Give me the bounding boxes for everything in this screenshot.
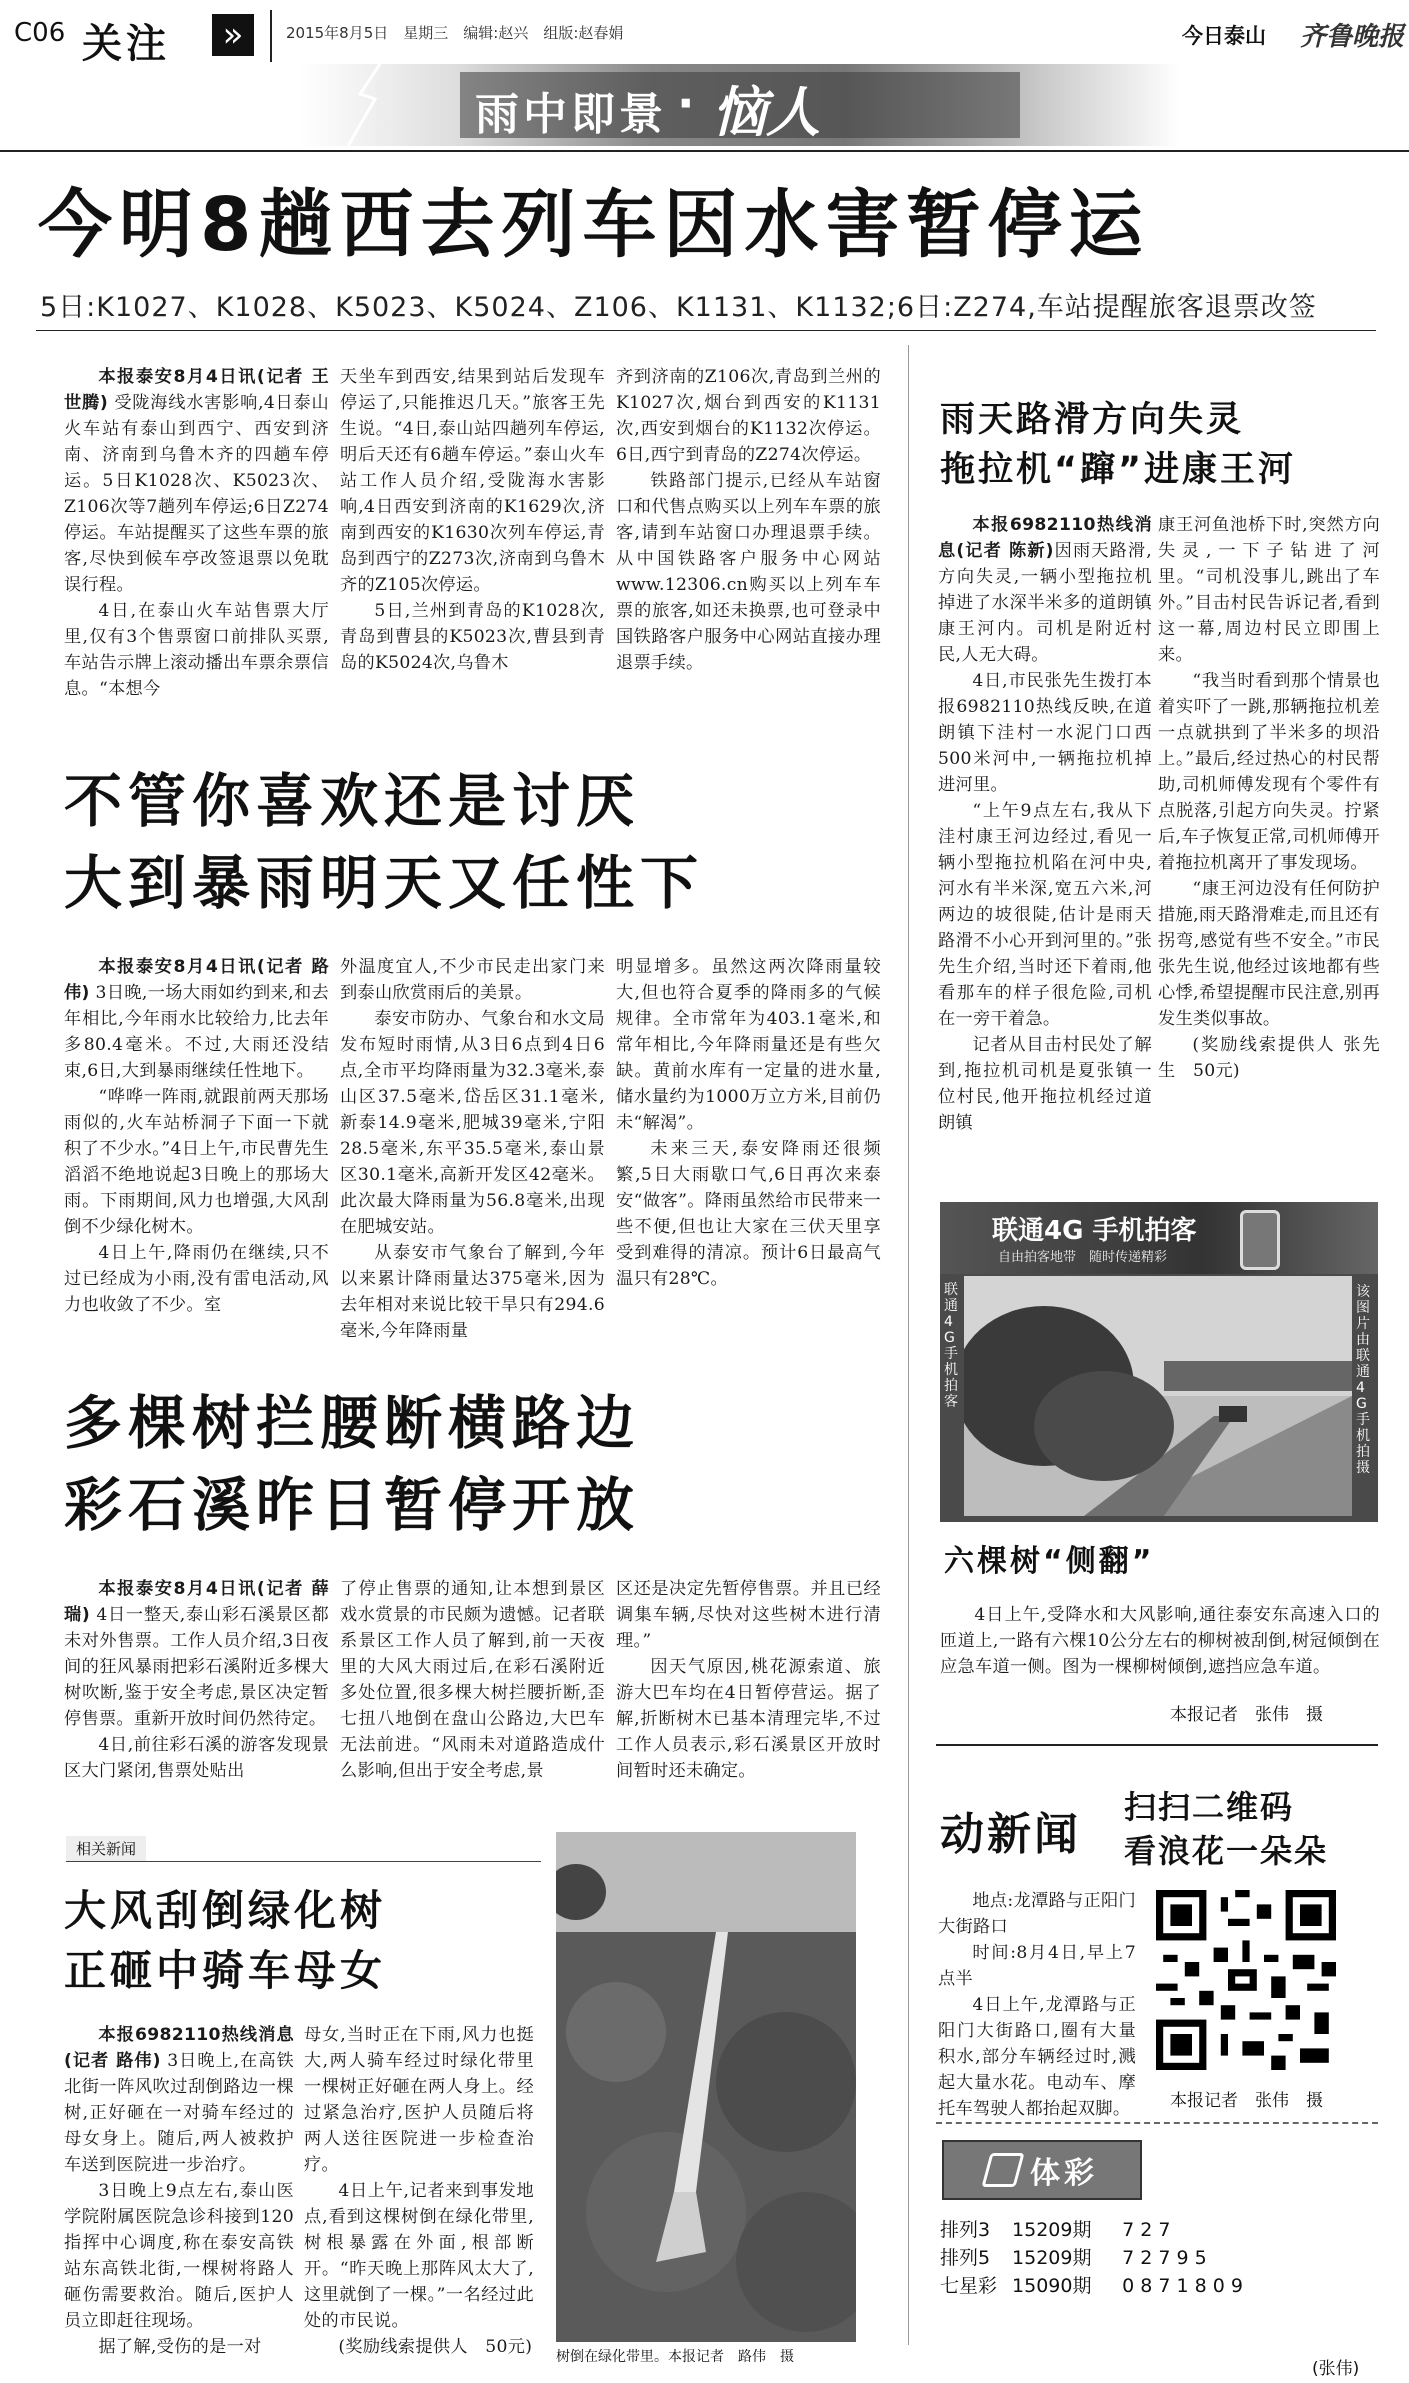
text: 受陇海线水害影响,4日泰山火车站有泰山到西宁、西安到济南、济南到乌鲁木齐的四趟车停运。5日K1028次、K5023次、Z106次等7趟列车停运;6日Z274停运。车站提醒买了这些车票的旅客,尽快到候车亭改签退票以免耽误行程。 — [64, 393, 329, 595]
lottery-row — [940, 2216, 1380, 2244]
green-headline-2: 正砸中骑车母女 — [64, 1946, 387, 1995]
green-lead — [64, 2022, 294, 2178]
lottery-numbers: 7 2 7 9 5 — [1122, 2247, 1207, 2269]
unicom-side-left: 联通4G手机拍客 — [944, 1282, 958, 1410]
qr-slogan-1: 扫扫二维码 — [1124, 1788, 1295, 1826]
section-title: 关注 — [82, 21, 170, 67]
tree-headline-2: 彩石溪昨日暂停开放 — [64, 1471, 641, 1539]
weather-banner — [300, 64, 1180, 146]
text: 明显增多。虽然这两次降雨量较大,但也符合夏季的降雨多的气候规律。全市常年为403.1毫米,和常年相比,今年降雨量还是有些欠缺。黄前水库有一定量的进水量,储水量约为1000万立方米,目前仍未“解渴”。 — [616, 957, 881, 1133]
rain-col-3 — [616, 954, 881, 1292]
text: 4日上午,受降水和大风影响,通往泰安东高速入口的匝道上,一路有六棵10公分左右的柳树被刮倒,树冠倾倒在应急车道一侧。图为一棵柳树倾倒,遮挡应急车道。 — [940, 1605, 1380, 1677]
text: 母女,当时正在下雨,风力也挺大,两人骑车经过时绿化带里一棵树正好砸在两人身上。经过紧急治疗,医护人员随后将两人送往医院进一步检查治疗。 — [304, 2025, 534, 2175]
photo-text — [940, 1602, 1380, 1680]
lead-col1-para — [64, 364, 329, 598]
page-number: C06 — [14, 18, 66, 48]
text: 时间:8月4日,早上7点半 — [938, 1943, 1136, 1989]
text: 未来三天,泰安降雨还很频繁,5日大雨歇口气,6日再次来泰安“做客”。降雨虽然给市民带来一些不便,但也让大家在三伏天里享受到难得的清凉。预计6日最高气温只有28℃。 — [616, 1139, 881, 1289]
banner-dot: · — [677, 76, 695, 130]
lead-col-3 — [616, 364, 881, 676]
text: “哗哗一阵雨,就跟前两天那场雨似的,火车站桥洞子下面一下就积了不少水。”4日上午,市民曹先生滔滔不绝地说起3日晚上的那场大雨。下雨期间,风力也增强,大风刮倒不少绿化树木。 — [64, 1087, 329, 1237]
text: 4日,市民张先生拨打本报6982110热线反映,在道朗镇下洼村一水泥门口西500米河中,一辆拖拉机掉进河里。 — [938, 671, 1152, 795]
column-divider — [908, 345, 909, 2345]
lottery-name: 七星彩 — [940, 2275, 998, 2297]
tractor-col-2 — [1158, 512, 1380, 1084]
text: 3日晚上,在高铁北街一阵风吹过刮倒路边一棵树,正好砸在一对骑车经过的母女身上。随后,两人被救护车送到医院进一步治疗。 — [64, 2051, 295, 2175]
related-tag-label: 相关新闻 — [66, 1836, 146, 1861]
lottery-issue: 15090期 — [1012, 2275, 1092, 2297]
lead-rule — [36, 330, 1376, 331]
tree-lead — [64, 1576, 329, 1732]
lightning-icon — [320, 64, 410, 146]
header-divider — [270, 10, 272, 62]
text: 齐到济南的Z106次,青岛到兰州的K1027次,烟台到西安的K1131次,西安到烟台的K1132次停运。6日,西宁到青岛的Z274次停运。 — [616, 367, 881, 465]
banner-text-b: 恼人 — [712, 80, 820, 144]
byline: 本报泰安8月4日讯(记者 路伟) — [64, 957, 329, 1003]
lead-headline: 今明8趟西去列车因水害暂停运 — [38, 182, 1150, 268]
qr-slogan-2: 看浪花一朵朵 — [1124, 1832, 1329, 1870]
lottery-credit: (张伟) — [1312, 2359, 1360, 2379]
lottery-row — [940, 2272, 1380, 2300]
lottery-issue: 15209期 — [1012, 2219, 1092, 2241]
lead-subhead: 5日:K1027、K1028、K5023、K5024、Z106、K1131、K1132;6日:Z274,车站提醒旅客退票改签 — [40, 292, 1317, 323]
green-col-2 — [304, 2022, 534, 2360]
qr-rule — [936, 2122, 1378, 2124]
rain-headline-1: 不管你喜欢还是讨厌 — [64, 767, 641, 835]
photo-headline: 六棵树“侧翻” — [944, 1544, 1155, 1579]
lead-col-1 — [64, 364, 329, 702]
qr-credit: 本报记者 张伟 摄 — [1170, 2091, 1323, 2111]
double-arrow-icon — [212, 14, 254, 56]
text: “我当时看到那个情景也着实吓了一跳,那辆拖拉机差一点就拱到了半米多的坝沿上。”最后,经过热心的村民帮助,司机师傅发现有个零件有点脱落,引起方向失灵。拧紧后,车子恢复正常,司机师傅开着拖拉机离开了事发现场。 — [1158, 671, 1380, 873]
text: 4日上午,记者来到事发地点,看到这棵树倒在绿化带里,树根暴露在外面,根部断开。“昨天晚上那阵风太大了,这里就倒了一棵。”一名经过此处的市民说。 — [304, 2181, 534, 2331]
lottery-numbers: 7 2 7 — [1122, 2219, 1171, 2241]
phone-icon — [1240, 1210, 1280, 1270]
rain-headline-2: 大到暴雨明天又任性下 — [64, 849, 705, 917]
arrow-glyph: » — [222, 15, 244, 55]
lottery-numbers: 0 8 7 1 8 0 9 — [1122, 2275, 1243, 2297]
photo-rule — [936, 1744, 1378, 1746]
text: 区还是决定先暂停售票。并且已经调集车辆,尽快对这些树木进行清理。” — [616, 1579, 881, 1651]
lead-col-2 — [340, 364, 605, 676]
lottery-name: 排列5 — [940, 2247, 991, 2269]
unicom-side-right: 该图片由联通4G手机拍摄 — [1356, 1284, 1370, 1476]
tractor-headline-1: 雨天路滑方向失灵 — [940, 400, 1245, 440]
tractor-lead — [938, 512, 1152, 668]
text: (奖励线索提供人 张先生 50元) — [1158, 1035, 1380, 1081]
byline: 本报泰安8月4日讯(记者 王世腾) — [64, 367, 329, 413]
text: 4日,在泰山火车站售票大厅里,仅有3个售票窗口前排队买票,车站告示牌上滚动播出车票余票信息。“本想今 — [64, 601, 329, 699]
text: “康王河边没有任何防护措施,雨天路滑难走,而且还有拐弯,感觉有些不安全。”市民张先生说,他经过该地都有些心悸,希望提醒市民注意,别再发生类似事故。 — [1158, 879, 1380, 1029]
rain-col-1 — [64, 954, 329, 1318]
banner-text-a: 雨中即景 — [475, 89, 667, 140]
tree-col-3 — [616, 1576, 881, 1784]
text: 5日,兰州到青岛的K1028次,青岛到曹县的K5023次,曹县到青岛的K5024次,乌鲁木 — [340, 601, 605, 673]
green-col-1 — [64, 2022, 294, 2360]
tractor-headline-2: 拖拉机“蹿”进康王河 — [940, 450, 1297, 490]
unicom-slogan: 自由拍客地带 随时传递精彩 — [998, 1250, 1168, 1265]
text: 4日上午,龙潭路与正阳门大街路口,圈有大量积水,部分车辆经过时,溅起大量水花。电动车、摩托车驾驶人都抬起双脚。 — [938, 1995, 1136, 2119]
text: 康王河鱼池桥下时,突然方向失灵,一下子钻进了河里。“司机没事儿,跳出了车外。”目击村民告诉记者,看到这一幕,周边村民立即围上来。 — [1158, 515, 1380, 665]
text: 4日,前往彩石溪的游客发现景区大门紧闭,售票处贴出 — [64, 1735, 329, 1781]
text: 了停止售票的通知,让本想到景区戏水赏景的市民颇为遗憾。记者联系景区工作人员了解到,前一天夜里的大风大雨过后,在彩石溪附近多处位置,很多棵大树拦腰折断,歪七扭八地倒在盘山公路边,大巴车无法前进。“风雨未对道路造成什么影响,但出于安全考虑,景 — [340, 1579, 605, 1781]
tree-col-1 — [64, 1576, 329, 1784]
page-header — [0, 0, 1409, 144]
text: 4日一整天,泰山彩石溪景区都未对外售票。工作人员介绍,3日夜间的狂风暴雨把彩石溪附近多棵大树吹断,鉴于安全考虑,景区决定暂停售票。重新开放时间仍然待定。 — [64, 1605, 329, 1729]
green-headline-1: 大风刮倒绿化树 — [64, 1886, 387, 1935]
issue-info: 2015年8月5日 星期三 编辑:赵兴 组版:赵春娟 — [286, 24, 624, 42]
lottery-name: 排列3 — [940, 2219, 991, 2241]
byline: 本报6982110热线消息(记者 陈新) — [938, 515, 1152, 561]
byline: 本报6982110热线消息(记者 路伟) — [64, 2025, 294, 2071]
fallen-tree-photo — [556, 1832, 856, 2342]
lottery-logo — [942, 2140, 1142, 2200]
text: 地点:龙潭路与正阳门大街路口 — [938, 1891, 1136, 1937]
lottery-logo-text: 体彩 — [1030, 2156, 1098, 2191]
text: “上午9点左右,我从下洼村康王河边经过,看见一辆小型拖拉机陷在河中央,河水有半米深,宽五六米,河两边的坡很陡,估计是雨天路滑不小心开到河里的。”张先生介绍,当时还下着雨,他看那车的样子很危险,司机在一旁干着急。 — [938, 801, 1152, 1029]
text: 铁路部门提示,已经从车站窗口和代售点购买以上列车车票的旅客,请到车站窗口办理退票手续。从中国铁路客户服务中心网站www.12306.cn购买以上列车车票的旅客,如还未换票,也可登录中国铁路客户服务中心网站直接办理退票手续。 — [616, 471, 881, 673]
lottery-row — [940, 2244, 1380, 2272]
tree-headline-1: 多棵树拦腰断横路边 — [64, 1389, 641, 1457]
text: 因天气原因,桃花源索道、旅游大巴车均在4日暂停营运。据了解,折断树木已基本清理完毕,不过工作人员表示,彩石溪景区开放时间暂时还未确定。 — [616, 1657, 881, 1781]
text: (奖励线索提供人 50元) — [338, 2337, 533, 2357]
text: 从泰安市气象台了解到,今年以来累计降雨量达375毫米,因为去年相对来说比较干旱只有294.6毫米,今年降雨量 — [340, 1243, 605, 1341]
text: 外温度宜人,不少市民走出家门来到泰山欣赏雨后的美景。 — [340, 957, 605, 1003]
photo-caption: 树倒在绿化带里。本报记者 路伟 摄 — [556, 2349, 794, 2365]
related-news-tag — [66, 1836, 541, 1862]
qr-code-icon — [1156, 1890, 1336, 2070]
text: 4日上午,降雨仍在继续,只不过已经成为小雨,没有雷电活动,风力也收敛了不少。室 — [64, 1243, 329, 1315]
tree-col-2 — [340, 1576, 605, 1784]
text: 因雨天路滑,方向失灵,一辆小型拖拉机掉进了水深半米多的道朗镇康王河内。司机是附近村民,人无大碍。 — [938, 541, 1152, 665]
unicom-brand: 联通4G 手机拍客 — [992, 1216, 1197, 1246]
text: 3日晚,一场大雨如约到来,和去年相比,今年雨水比较给力,比去年多80.4毫米。不过,大雨还没结束,6日,大到暴雨继续任性地下。 — [64, 983, 329, 1081]
tractor-col-1 — [938, 512, 1152, 1136]
byline: 本报泰安8月4日讯(记者 薛瑞) — [64, 1579, 329, 1625]
rain-lead — [64, 954, 329, 1084]
text: 3日晚上9点左右,泰山医学院附属医院急诊科接到120指挥中心调度,称在泰安高铁站东高铁北街,一棵树将路人砸伤需要救治。随后,医护人员立即赶往现场。 — [64, 2181, 294, 2331]
unicom-photo-box — [940, 1202, 1378, 1522]
rain-col-2 — [340, 954, 605, 1344]
newspaper-logo: 齐鲁晚报 — [1300, 22, 1405, 52]
text: 泰安市防办、气象台和水文局发布短时雨情,从3日6点到4日6点,全市平均降雨量为32.3毫米,泰山区37.5毫米,岱岳区31.1毫米,新泰14.9毫米,肥城39毫米,宁阳28.5毫米,东平35.5毫米,泰山景区30.1毫米,高新开发区42毫米。此次最大降雨量为56.8毫米,出现在肥城安站。 — [340, 1009, 605, 1237]
fallen-willow-photo — [964, 1276, 1352, 1516]
photo-credit: 本报记者 张伟 摄 — [1170, 1705, 1323, 1725]
edition-name: 今日泰山 — [1182, 24, 1266, 48]
lottery-logo-icon — [981, 2153, 1024, 2187]
lottery-issue: 15209期 — [1012, 2247, 1092, 2269]
header-rule — [0, 150, 1409, 152]
text: 记者从目击村民处了解到,拖拉机司机是夏张镇一位村民,他开拖拉机经过道朗镇 — [938, 1035, 1152, 1133]
qr-text — [938, 1888, 1136, 2122]
qr-title: 动新闻 — [940, 1809, 1081, 1860]
text: 天坐车到西安,结果到站后发现车停运了,只能推迟几天。”旅客王先生说。“4日,泰山站四趟列车停运,明后天还有6趟车停运。”泰山火车站工作人员介绍,受陇海水害影响,4日西安到济南的K1629次,济南到西安的K1630次列车停运,青岛到西宁的Z273次,济南到乌鲁木齐的Z105次停运。 — [340, 367, 605, 595]
text: 据了解,受伤的是一对 — [98, 2337, 262, 2357]
lottery-table — [940, 2216, 1380, 2300]
